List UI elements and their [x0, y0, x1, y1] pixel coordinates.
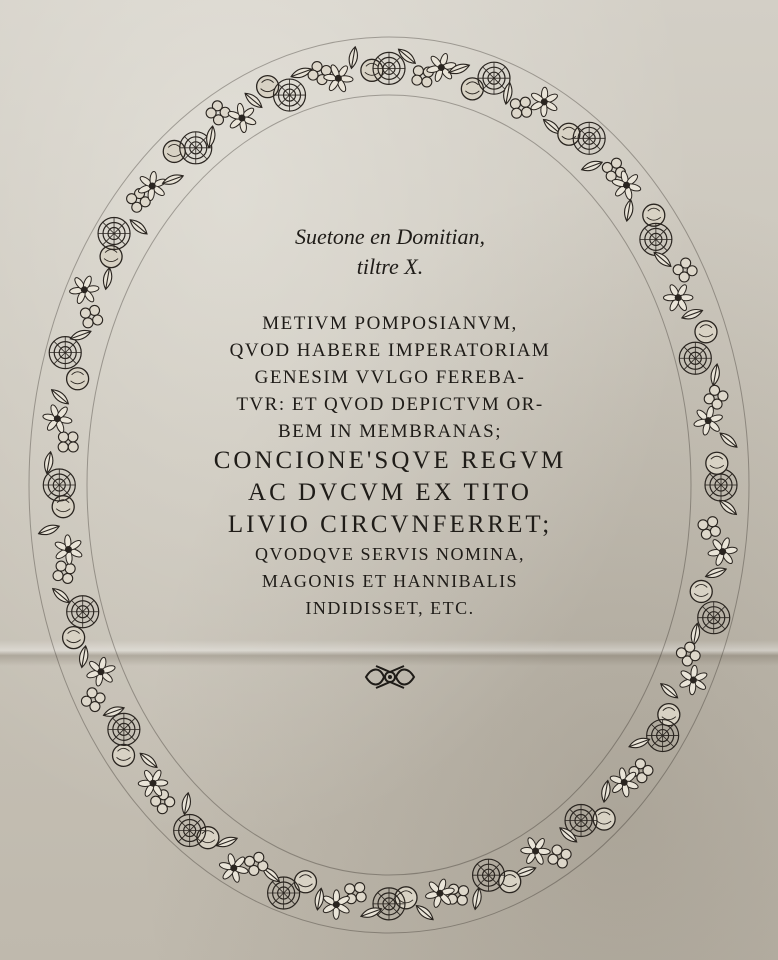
body-line-1: METIVM POMPOSIANVM, — [262, 313, 518, 334]
body-line-5: BEM IN MEMBRANAS; — [278, 421, 502, 442]
citation-line-2: tiltre X. — [356, 254, 424, 279]
body-line-3: GENESIM VVLGO FEREBA- — [254, 367, 526, 388]
body-line-11: INDIDISSET, ETC. — [305, 598, 475, 618]
body-line-6: CONCIONE'SQVE REGVM — [213, 447, 567, 474]
body-line-9: QVODQVE SERVIS NOMINA, — [254, 544, 526, 564]
body-line-8: LIVIO CIRCVNFERRET; — [227, 511, 553, 538]
body-line-10: MAGONIS ET HANNIBALIS — [261, 571, 519, 591]
title-block — [150, 222, 630, 622]
citation-line-1: Suetone en Domitian, — [294, 224, 486, 249]
body-line-4: TVR: ET QVOD DEPICTVM OR- — [236, 394, 544, 415]
body-line-7: AC DVCVM EX TITO — [248, 479, 532, 506]
fleuron-icon — [362, 664, 418, 690]
body-line-2: QVOD HABERE IMPERATORIAM — [229, 340, 551, 361]
